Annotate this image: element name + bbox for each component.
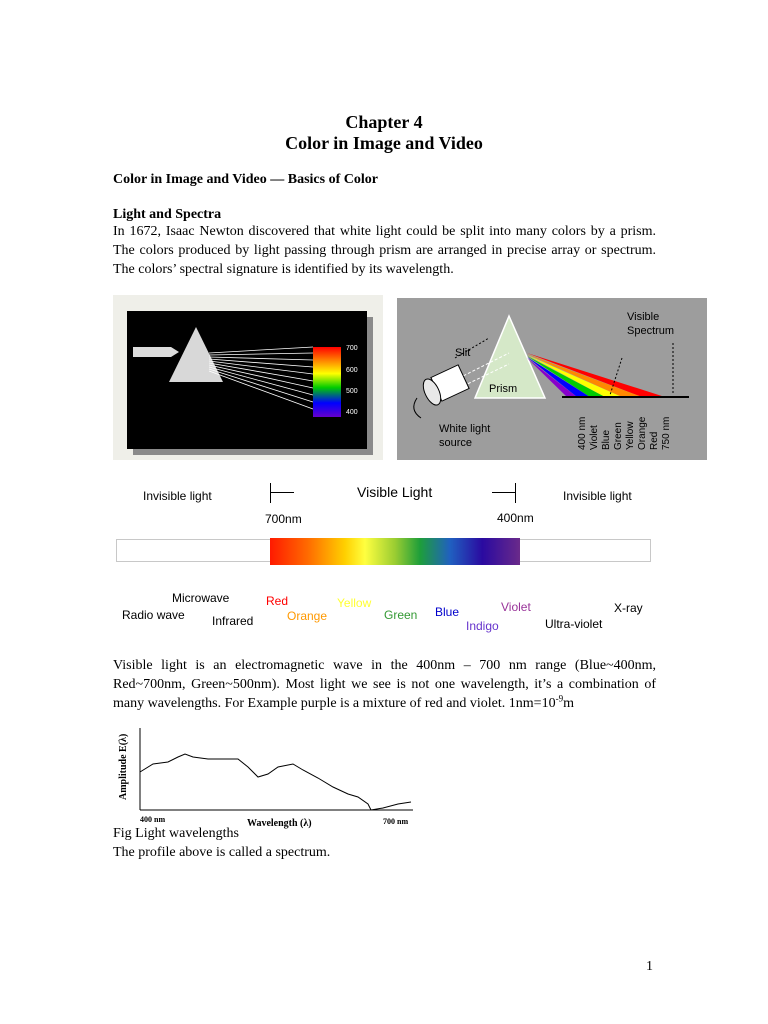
subsection-heading: Light and Spectra [113, 207, 222, 222]
prism-label: Prism [489, 383, 518, 395]
tick-400 [515, 483, 516, 503]
visible-light-paragraph [113, 656, 656, 713]
band-label: Violet [589, 425, 600, 450]
band-ultra-violet: Ultra-violet [545, 617, 603, 631]
band-green: Green [384, 608, 418, 622]
source-label: White light [439, 423, 491, 435]
prism-figure-right [397, 298, 707, 460]
band-label: Orange [637, 416, 648, 450]
invisible-light-left: Invisible light [143, 489, 212, 503]
band-violet: Violet [501, 600, 531, 614]
tick-400-arm [492, 492, 516, 493]
figure-caption: Fig Light wavelengths [113, 826, 239, 841]
page-number: 1 [646, 959, 653, 974]
light-source [414, 365, 469, 418]
band-infrared: Infrared [212, 614, 254, 628]
wavelength-label: 700 [346, 345, 358, 352]
source-label: source [439, 437, 473, 449]
prism-figure-left [113, 295, 383, 460]
band-x-ray: X-ray [614, 601, 643, 615]
band-orange: Orange [287, 609, 328, 623]
spectrum-curve [140, 754, 411, 810]
slit-label: Slit [455, 347, 471, 359]
spectrum-label: Spectrum [627, 325, 675, 337]
dispersed-beam [527, 353, 665, 397]
spectrum-plot [113, 722, 423, 830]
wavelength-label: 400 [346, 409, 358, 416]
visible-light-label: Visible Light [357, 484, 433, 500]
exponent: -9 [555, 693, 564, 704]
intro-paragraph: In 1672, Isaac Newton discovered that white light could be split into many colors by a prism. The colors produced by light passing through prism are arranged in precise array or spectrum. The colors’ spectral signature is identified by its wavelength. [113, 224, 656, 277]
chapter-title: Color in Image and Video [285, 133, 483, 153]
band-label: Green [613, 422, 624, 450]
band-label: 750 nm [661, 416, 672, 450]
x-axis-label: Wavelength (λ) [247, 818, 312, 829]
wavelength-label: 500 [346, 388, 358, 395]
nm-400-label: 400nm [497, 511, 534, 525]
visible-spectrum-gradient [270, 538, 520, 565]
invisible-light-right: Invisible light [563, 489, 632, 503]
section-heading: Color in Image and Video — Basics of Color [113, 172, 378, 187]
prism-spectrum-diagram [397, 298, 707, 460]
x-max-label: 700 nm [383, 817, 409, 826]
visible-label: Visible [627, 311, 660, 323]
spectrum-plot-svg [113, 722, 423, 830]
band-microwave: Microwave [172, 591, 230, 605]
band-radio-wave: Radio wave [122, 608, 185, 622]
band-blue: Blue [435, 605, 460, 619]
band-red: Red [266, 594, 289, 608]
wavelength-label: 600 [346, 367, 358, 374]
band-indigo: Indigo [466, 619, 499, 633]
unit: m [563, 696, 574, 711]
band-label: Yellow [625, 421, 636, 450]
visible-light-text: Visible light is an electromagnetic wave in the 400nm – 700 nm range (Blue~400nm, Red~700nm, Green~500nm). Most light we see is not one wavelength, it’s a combination of many wavelengths. For Example purple is a mixture of red and violet. 1nm=10 [113, 658, 656, 711]
prism-diagram [113, 295, 383, 460]
band-label: Red [649, 431, 660, 450]
band-label: Blue [601, 429, 612, 450]
band-label: 400 nm [577, 416, 588, 450]
chapter-number: Chapter 4 [345, 112, 423, 132]
band-yellow: Yellow [337, 596, 372, 610]
tick-700 [270, 483, 271, 503]
y-axis-label: Amplitude E(λ) [118, 733, 129, 800]
tick-700-arm [270, 492, 294, 493]
closing-sentence: The profile above is called a spectrum. [113, 845, 331, 860]
x-min-label: 400 nm [140, 815, 166, 824]
light-arrow [133, 347, 179, 357]
spectrum-strip [313, 347, 341, 417]
nm-700-label: 700nm [265, 512, 302, 526]
